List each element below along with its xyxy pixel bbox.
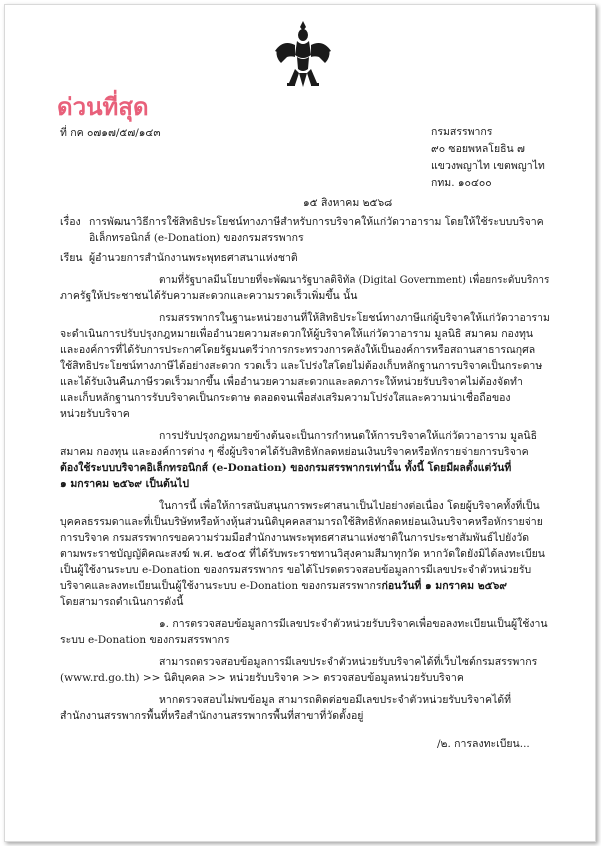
deadline-text: ก่อนวันที่ ๑ มกราคม ๒๕๖๙ — [381, 580, 507, 592]
body-line: ตามที่รัฐบาลมีนโยบายที่จะพัฒนารัฐบาลดิจิทัล (Digital Government) เพื่อยกระดับบริการ — [159, 274, 550, 286]
body-line: โดยสามารถดำเนินการดังนี้ — [60, 596, 184, 608]
list-item-detail: (www.rd.go.th) >> นิติบุคคล >> หน่วยรับบริจาค >> ตรวจสอบข้อมูลหน่วยรับบริจาค — [60, 672, 464, 684]
subject-line: อิเล็กทรอนิกส์ (e-Donation) ของกรมสรรพากร — [89, 232, 304, 244]
body-line — [60, 579, 507, 593]
recipient: ผู้อำนวยการสำนักงานพระพุทธศาสนาแห่งชาติ — [89, 252, 298, 264]
body-line: ตามพระราชบัญญัติคณะสงฆ์ พ.ศ. ๒๕๐๕ ที่ได้รับพระราชทานวิสุงคามสีมาทุกวัด หากวัดใดยังมิได้ลงทะเบียน — [60, 548, 545, 560]
subject-line: การพัฒนาวิธีการใช้สิทธิประโยชน์ทางภาษีสำหรับการบริจาคให้แก่วัดวาอาราม โดยให้ใช้ระบบบริจาค — [89, 216, 544, 228]
recipient-label: เรียน — [60, 252, 83, 264]
body-line: และเก็บหลักฐานการรับบริจาคเป็นกระดาษ ตลอดจนเพื่อส่งเสริมความโปร่งใสและความน่าเชื่อถือของ — [60, 392, 511, 404]
body-line: ภาครัฐให้ประชาชนได้รับความสะดวกและความรวดเร็วเพิ่มขึ้น นั้น — [60, 290, 358, 302]
body-line: บุคคลธรรมดาและที่เป็นบริษัทหรือห้างหุ้นส่วนนิติบุคคลสามารถใช้สิทธิหักลดหย่อนเงินบริจาคหรือหักรายจ่าย — [60, 516, 543, 528]
sender-address-line: กรมสรรพากร — [431, 126, 493, 138]
body-line-bold: ๑ มกราคม ๒๕๖๙ เป็นต้นไป — [60, 478, 189, 490]
body-line-bold: ต้องใช้ระบบบริจาคอิเล็กทรอนิกส์ (e-Donation) ของกรมสรรพากรเท่านั้น ทั้งนี้ โดยมีผลตั้งแต่วันที่ — [60, 462, 512, 474]
body-line: กรมสรรพากรในฐานะหน่วยงานที่ให้สิทธิประโยชน์ทางภาษีแก่ผู้บริจาคให้แก่วัดวาอาราม — [159, 312, 550, 324]
list-item-heading: ระบบ e-Donation ของกรมสรรพากร — [60, 634, 230, 646]
body-line: ในการนี้ เพื่อให้การสนับสนุนการพระศาสนาเป็นไปอย่างต่อเนื่อง โดยผู้บริจาคทั้งที่เป็น — [159, 500, 540, 512]
body-line: การปรับปรุงกฎหมายข้างต้นจะเป็นการกำหนดให้การบริจาคให้แก่วัดวาอาราม มูลนิธิ — [159, 430, 538, 442]
urgency-stamp: ด่วนที่สุด — [57, 93, 149, 121]
sender-address-line: ๙๐ ซอยพหลโยธิน ๗ — [431, 143, 525, 155]
document-number: ที่ กค ๐๗๑๗/๕๗/๑๔๓ — [60, 127, 161, 139]
list-item-detail: สำนักงานสรรพากรพื้นที่หรือสำนักงานสรรพากรพื้นที่สาขาที่วัดตั้งอยู่ — [60, 710, 364, 722]
letter-date: ๑๕ สิงหาคม ๒๕๖๘ — [303, 197, 393, 209]
list-item-heading: ๑. การตรวจสอบข้อมูลการมีเลขประจำตัวหน่วยรับบริจาคเพื่อขอลงทะเบียนเป็นผู้ใช้งาน — [159, 618, 548, 630]
subject-label: เรื่อง — [60, 216, 81, 228]
body-line: เป็นผู้ใช้งานระบบ e-Donation ของกรมสรรพากร ขอได้โปรดตรวจสอบข้อมูลการมีเลขประจำตัวหน่วยรับ — [60, 564, 532, 576]
sender-address-line: กทม. ๑๐๔๐๐ — [431, 177, 492, 189]
garuda-emblem-icon — [273, 19, 333, 91]
letter-page — [4, 4, 596, 842]
body-line: และได้รับเงินคืนภาษีรวดเร็วมากขึ้น เพื่ออำนวยความสะดวกและลดภาระให้หน่วยรับบริจาคไม่ต้องจัดทำ — [60, 376, 523, 388]
list-item-detail: สามารถตรวจสอบข้อมูลการมีเลขประจำตัวหน่วยรับบริจาคได้ที่เว็บไซต์กรมสรรพากร — [159, 656, 538, 668]
sender-address-line: แขวงพญาไท เขตพญาไท — [431, 160, 545, 172]
body-line: และองค์การที่ได้รับการประกาศโดยรัฐมนตรีว่าการกระทรวงการคลังให้เป็นองค์การหรือสถานสาธารณกุศล — [60, 344, 536, 356]
list-item-detail: หากตรวจสอบไม่พบข้อมูล สามารถติดต่อขอมีเลขประจำตัวหน่วยรับบริจาคได้ที่ — [159, 694, 512, 706]
body-line: หน่วยรับบริจาค — [60, 408, 130, 420]
body-line: การบริจาค กรมสรรพากรขอความร่วมมือสำนักงานพระพุทธศาสนาแห่งชาติในการประชาสัมพันธ์ไปยังวัด — [60, 532, 530, 544]
body-line: สมาคม กองทุน และองค์การต่าง ๆ ซึ่งผู้บริจาคได้รับสิทธิหักลดหย่อนเงินบริจาคหรือหักรายจ่ายการบริจาค — [60, 446, 529, 458]
body-line: จะดำเนินการปรับปรุงกฎหมายเพื่ออำนวยความสะดวกให้ผู้บริจาคให้แก่วัดวาอาราม มูลนิธิ สมาคม กองทุน — [60, 328, 534, 340]
body-text: บริจาคและลงทะเบียนเป็นผู้ใช้งานระบบ e-Donation ของกรมสรรพากร — [60, 580, 382, 592]
continuation-marker: /๒. การลงทะเบียน... — [437, 738, 530, 750]
body-line: ใช้สิทธิประโยชน์ทางภาษีได้อย่างสะดวก รวดเร็ว และโปร่งใสโดยไม่ต้องเก็บหลักฐานการบริจาคเป็นกระดาษ — [60, 360, 543, 372]
